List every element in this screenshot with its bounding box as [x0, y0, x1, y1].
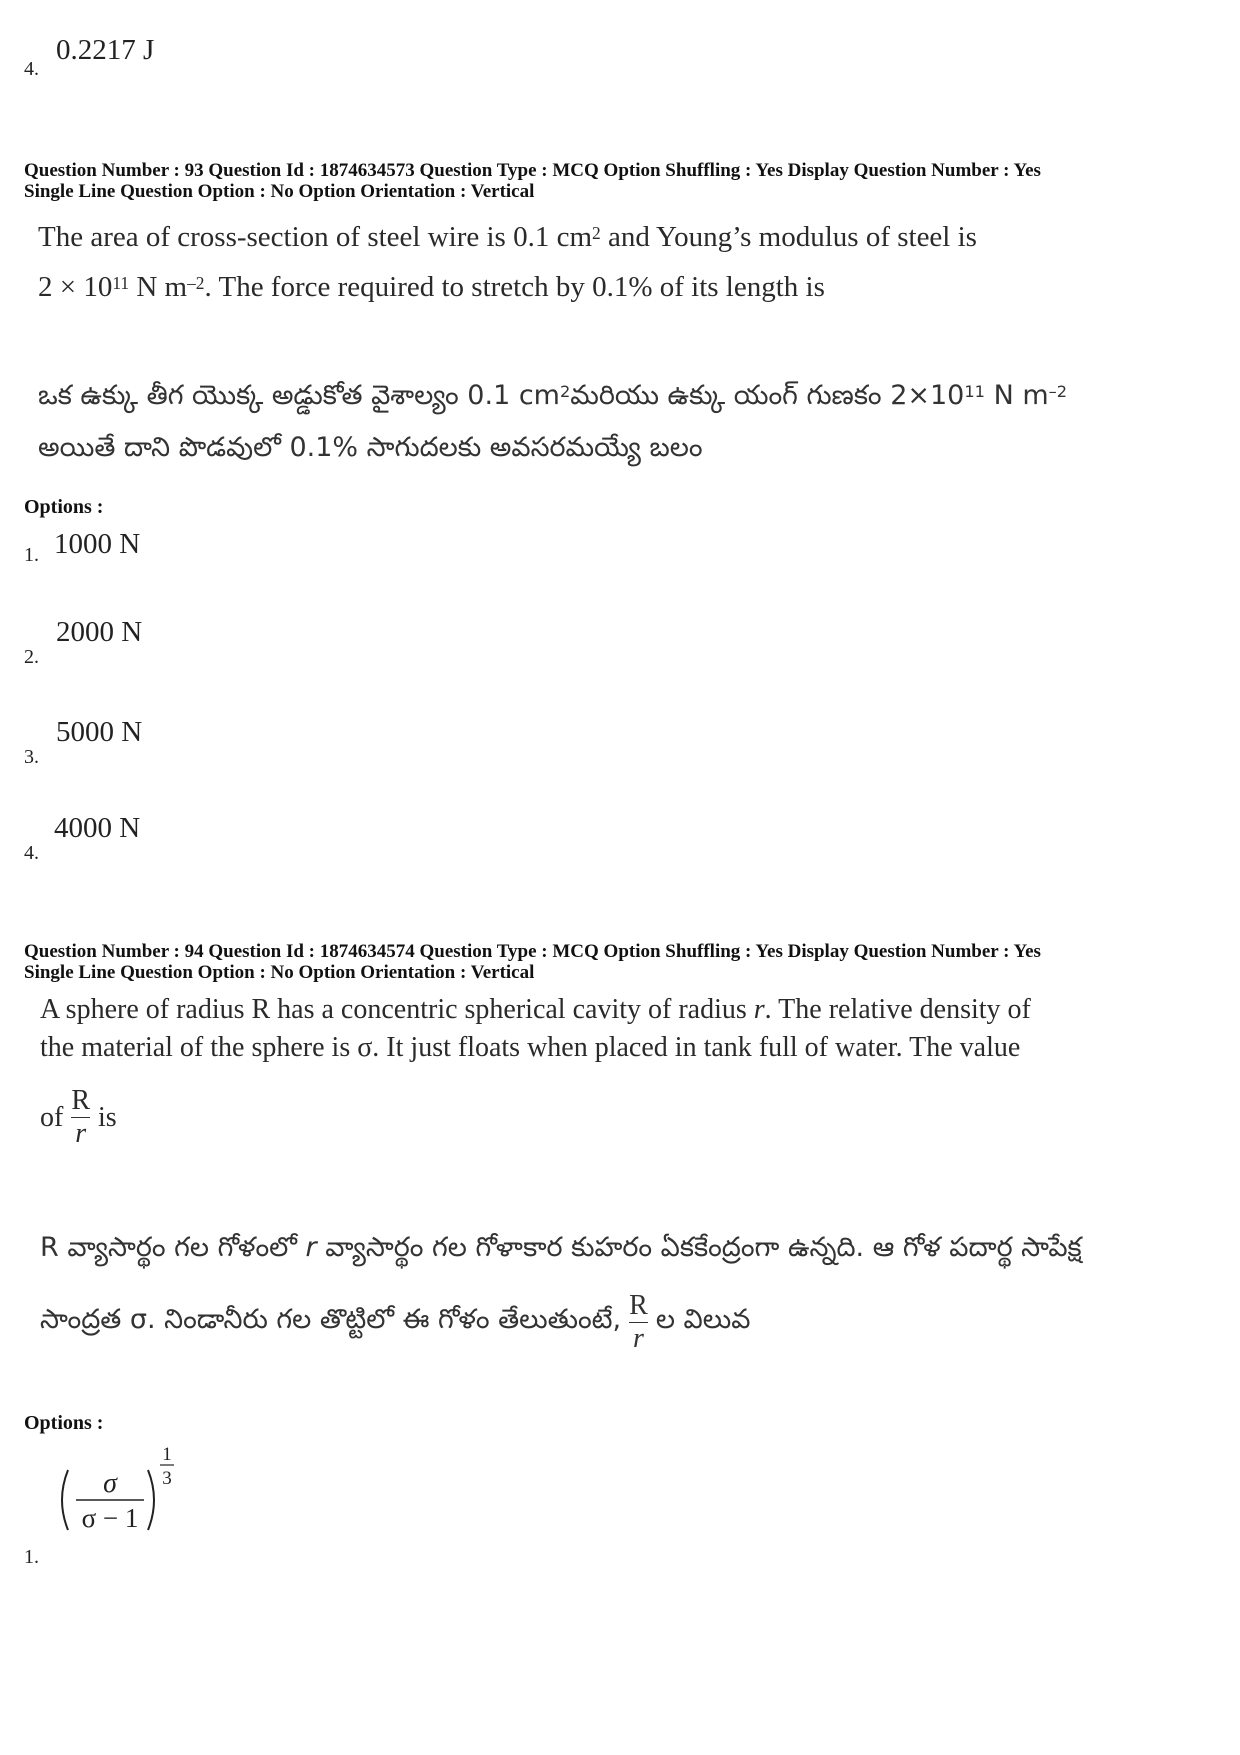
option-number: 4.	[24, 842, 39, 864]
question-meta-line1: Question Number : 94 Question Id : 1874634574 Question Type : MCQ Option Shuffling : Yes Display Question Number : Yes	[24, 941, 1041, 962]
question-meta-line1: Question Number : 93 Question Id : 1874634573 Question Type : MCQ Option Shuffling : Yes Display Question Number : Yes	[24, 160, 1041, 181]
option-text[interactable]: 5000 N	[56, 716, 143, 748]
formula-numerator: σ	[103, 1468, 117, 1499]
right-paren	[148, 1470, 154, 1530]
question-meta	[24, 160, 1041, 202]
option-formula[interactable]	[54, 1440, 194, 1560]
fraction-r-over-r: $\frac{R}{r}$	[629, 1290, 648, 1354]
question-meta-line2: Single Line Question Option : No Option Orientation : Vertical	[24, 962, 535, 983]
question-text-telugu	[38, 370, 1067, 474]
option-number: 3.	[24, 746, 39, 768]
formula-svg	[54, 1440, 194, 1560]
option-number: 1.	[24, 544, 39, 566]
formula-denominator: σ − 1	[81, 1503, 139, 1533]
option-text[interactable]: 4000 N	[54, 812, 141, 844]
question-word: is	[98, 1101, 117, 1133]
option-text: 0.2217 J	[56, 34, 155, 66]
question-text-english	[38, 212, 977, 312]
option-number: 2.	[24, 646, 39, 668]
question-line: The area of cross-section of steel wire is 0.1 $cm^2$ and Young’s modulus of steel is	[38, 221, 977, 253]
question-meta	[24, 941, 1041, 983]
question-line: ల విలువ	[655, 1303, 751, 1335]
question-word: of	[40, 1101, 64, 1133]
exponent-denominator: 3	[162, 1468, 172, 1489]
question-line: ఒక ఉక్కు తీగ యొక్క అడ్డుకోత వైశాల్యం 0.1 $cm^2మరియు$ ఉక్కు యంగ్ గుణకం $2\times 10^{11}$ N $m^{-2}$	[38, 380, 1068, 411]
option-number: 4.	[24, 58, 39, 80]
question-text-telugu	[40, 1290, 750, 1355]
option-text[interactable]: 1000 N	[54, 528, 141, 560]
fraction-r-over-r: $\frac{R}{r}$	[71, 1085, 91, 1149]
question-text-english	[40, 991, 1031, 1067]
question-text-telugu: R వ్యాసార్థం గల గోళంలో r వ్యాసార్థం గల గోళాకార కుహరం ఏకకేంద్రంగా ఉన్నది. ఆ గోళ పదార్థ సాపేక్ష	[40, 1232, 1082, 1263]
option-number: 1.	[24, 1546, 39, 1568]
question-line: అయితే దాని పొడవులో 0.1% సాగుదలకు అవసరమయ్యే బలం	[38, 432, 703, 463]
question-line-fraction	[40, 1085, 117, 1150]
left-paren	[62, 1470, 68, 1530]
question-line: A sphere of radius R has a concentric spherical cavity of radius r. The relative density of	[40, 994, 1031, 1025]
exponent-numerator: 1	[162, 1444, 172, 1465]
question-line: సాంద్రత σ. నిండానీరు గల తొట్టిలో ఈ గోళం తేలుతుంటే,	[40, 1303, 622, 1335]
options-label: Options :	[24, 1412, 104, 1434]
question-meta-line2: Single Line Question Option : No Option Orientation : Vertical	[24, 181, 535, 202]
question-line: $2 \times 10^{11}$ N $m^{-2}$. The force required to stretch by 0.1% of its length is	[38, 271, 825, 303]
options-label: Options :	[24, 496, 104, 518]
question-line: the material of the sphere is σ. It just floats when placed in tank full of water. The value	[40, 1032, 1021, 1063]
option-text[interactable]: 2000 N	[56, 616, 143, 648]
